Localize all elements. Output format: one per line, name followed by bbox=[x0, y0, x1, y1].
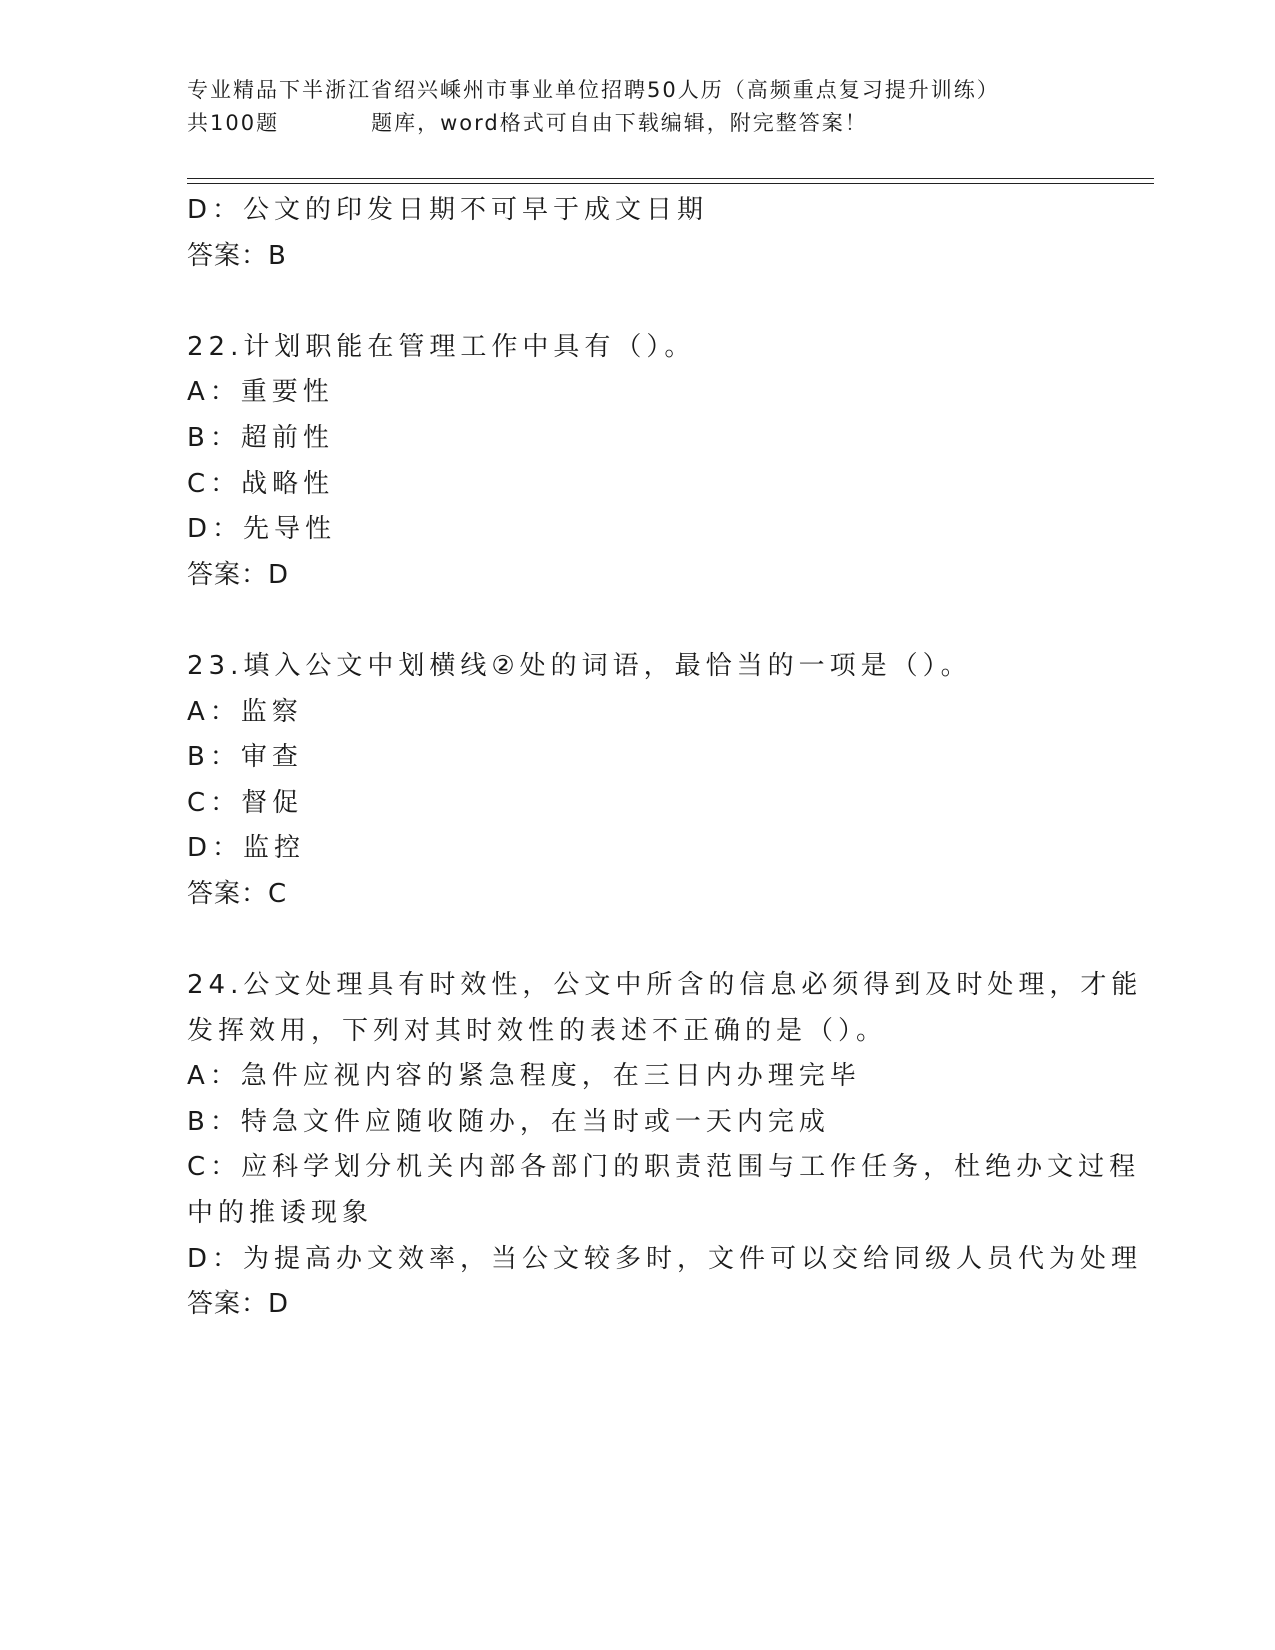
option-b: B：特急文件应随收随办，在当时或一天内完成 bbox=[187, 1106, 830, 1137]
header-question-count: 共100题 bbox=[187, 111, 280, 135]
spacer bbox=[187, 598, 1087, 644]
option-d: D：监控 bbox=[187, 833, 306, 864]
question-22 bbox=[187, 325, 1087, 599]
spacer bbox=[187, 279, 1087, 325]
question-list bbox=[187, 188, 1143, 1328]
option-c: C：督促 bbox=[187, 787, 304, 818]
answer: 答案：B bbox=[187, 240, 287, 271]
question-stem: 23.填入公文中划横线②处的词语，最恰当的一项是（）。 bbox=[187, 650, 972, 681]
option-c: C：战略性 bbox=[187, 468, 335, 499]
question-stem: 22.计划职能在管理工作中具有（）。 bbox=[187, 331, 696, 362]
option-d: D：公文的印发日期不可早于成文日期 bbox=[187, 195, 709, 225]
question-stem-line-1: 24.公文处理具有时效性，公文中所含的信息必须得到及时处理，才能 bbox=[187, 970, 1143, 1001]
spacer bbox=[187, 918, 1087, 964]
header-title-line: 专业精品下半浙江省绍兴嵊州市事业单位招聘50人历（高频重点复习提升训练） bbox=[187, 78, 1000, 102]
question-23 bbox=[187, 644, 1087, 918]
header-divider-bottom bbox=[187, 183, 1154, 184]
question-stem-line-2: 发挥效用，下列对其时效性的表述不正确的是（）。 bbox=[187, 1015, 888, 1046]
answer: 答案：C bbox=[187, 878, 288, 909]
option-c-line-1: C：应科学划分机关内部各部门的职责范围与工作任务，杜绝办文过程 bbox=[187, 1152, 1141, 1183]
option-d: D：先导性 bbox=[187, 514, 337, 545]
option-d: D：为提高办文效率，当公文较多时，文件可以交给同级人员代为处理 bbox=[187, 1243, 1143, 1274]
option-a: A：重要性 bbox=[187, 377, 334, 408]
option-b: B：超前性 bbox=[187, 422, 334, 453]
option-a: A：急件应视内容的紧急程度，在三日内办理完毕 bbox=[187, 1061, 861, 1092]
answer: 答案：D bbox=[187, 559, 290, 590]
question-24 bbox=[187, 963, 1143, 1328]
document-header bbox=[187, 74, 1087, 140]
question-21-tail bbox=[187, 188, 1087, 279]
option-b: B：审查 bbox=[187, 742, 303, 773]
option-a: A：监察 bbox=[187, 696, 303, 727]
answer: 答案：D bbox=[187, 1289, 290, 1320]
header-description: 题库，word格式可自由下载编辑，附完整答案！ bbox=[371, 111, 868, 135]
header-divider-top bbox=[187, 178, 1154, 179]
option-c-line-2: 中的推诿现象 bbox=[187, 1198, 374, 1229]
header-subtitle-line bbox=[187, 107, 1087, 140]
